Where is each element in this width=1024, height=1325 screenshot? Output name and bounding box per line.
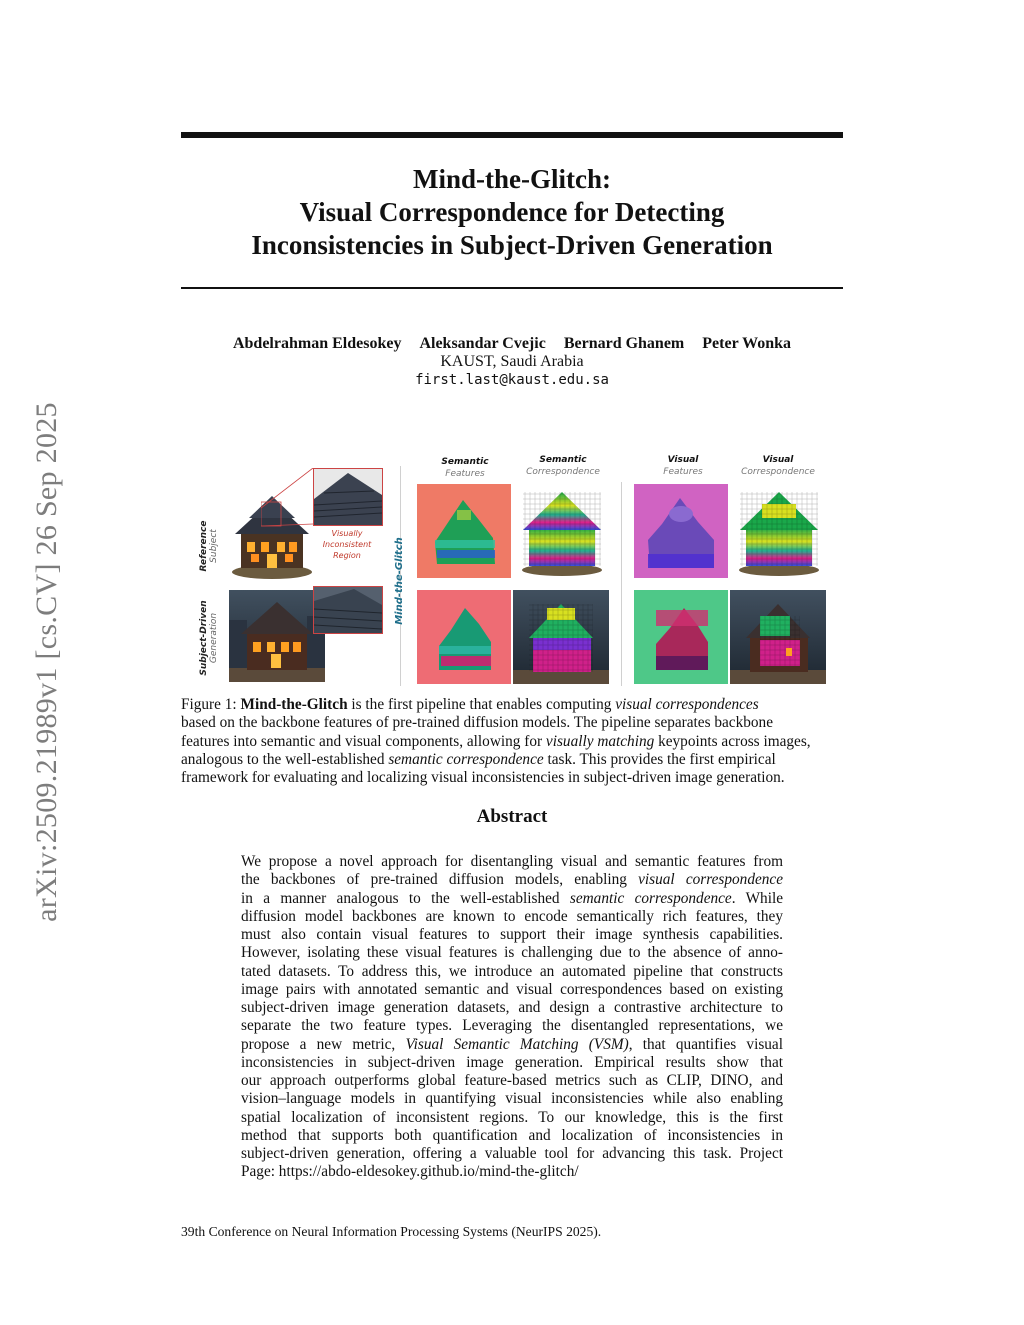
inset-label-line: Region	[333, 551, 361, 560]
abstract-text: in a manner analogous to the well-established	[241, 889, 570, 907]
caption-text: features into semantic and visual components, allowing for	[181, 732, 546, 750]
inset-label-line: Visually	[331, 529, 363, 538]
column-head-visual-features	[636, 454, 730, 478]
abstract-text: . While	[731, 889, 783, 907]
author-name: Bernard Ghanem	[563, 335, 685, 352]
author-name: Aleksandar Cvejic	[419, 335, 546, 352]
abstract-text: tated datasets. To address this, we introduce an automated pipeline that constructs	[241, 962, 783, 980]
abstract-line	[241, 871, 783, 889]
abstract-line	[241, 908, 783, 926]
generated-roof-inset	[313, 586, 383, 634]
affiliation: KAUST, Saudi Arabia	[440, 353, 584, 370]
column-head-semantic-correspondence	[513, 454, 613, 478]
author-name: Abdelrahman Eldesokey	[232, 335, 402, 352]
abstract-text: separate the two feature types. Leveraging the disentangled representations, we	[241, 1017, 783, 1035]
row-label-main: Subject-Driven	[199, 600, 209, 676]
abstract-text: subject-driven generation, offering a valuable tool for advancing this task. Project	[241, 1145, 783, 1162]
row-label-main: Reference	[199, 520, 209, 572]
column-head-main: Semantic	[441, 457, 489, 467]
caption-emphasis: semantic correspondence	[388, 750, 544, 768]
abstract-line	[241, 1036, 783, 1054]
row-label-generation	[199, 590, 219, 686]
abstract-text: subject-driven image generation datasets, and design a contrastive architecture to	[241, 999, 783, 1016]
abstract-heading: Abstract	[476, 806, 548, 827]
caption-text: is the first pipeline that enables computing	[351, 696, 616, 713]
caption-emphasis: visual correspondences	[615, 696, 759, 713]
abstract-line	[241, 1054, 783, 1072]
semantic-correspondence-reference	[515, 484, 609, 578]
abstract-text: However, isolating these visual features is challenging due to the absence of anno-	[241, 944, 783, 962]
column-head-semantic-features	[417, 456, 513, 480]
column-head-sub: Correspondence	[526, 467, 600, 477]
title-line: Inconsistencies in Subject-Driven Generation	[251, 230, 773, 260]
abstract-line	[241, 1090, 783, 1108]
caption-bold-name: Mind-the-Glitch	[240, 696, 348, 713]
abstract-line	[241, 1072, 783, 1090]
caption-emphasis: visually matching	[545, 732, 655, 750]
abstract-text: image pairs with annotated semantic and visual correspondences based on existing	[241, 980, 783, 998]
abstract-text: method that supports both quantification and localization of inconsistencies in	[241, 1126, 783, 1144]
semantic-features-generated	[417, 590, 511, 684]
abstract-emphasis: visual correspondence	[638, 871, 783, 889]
row-label-sub: Subject	[209, 529, 219, 563]
column-head-sub: Correspondence	[741, 467, 815, 477]
author-name: Peter Wonka	[702, 335, 792, 352]
reference-roof-inset	[313, 468, 383, 526]
abstract-line	[241, 1127, 783, 1145]
abstract-text: spatial localization of inconsistent regions. To our knowledge, this is the first	[241, 1108, 783, 1126]
caption-text: based on the backbone features of pre-trained diffusion models. The pipeline separates backbone	[181, 714, 773, 732]
abstract-text: propose a new metric,	[241, 1035, 406, 1053]
visual-correspondence-reference	[732, 484, 826, 578]
title-rule-bottom	[181, 287, 843, 289]
pipeline-label: Mind-the-Glitch	[394, 537, 405, 625]
figure-caption	[181, 696, 843, 787]
column-head-sub: Features	[445, 469, 485, 479]
column-head-main: Visual	[667, 455, 699, 465]
abstract-text: Page: https://abdo-eldesokey.github.io/mind-the-glitch/	[241, 1163, 579, 1181]
caption-label: Figure 1:	[181, 696, 237, 713]
abstract-line	[241, 890, 783, 908]
abstract-text: our approach outperforms global feature-based metrics such as CLIP, DINO, and	[241, 1072, 783, 1089]
column-head-main: Visual	[762, 455, 794, 465]
abstract-text: vision–language models in quantifying visual inconsistencies while also enabling	[241, 1090, 783, 1108]
abstract-line	[241, 1145, 783, 1163]
author-list	[181, 335, 843, 353]
abstract-text: inconsistencies in subject-driven image generation. Empirical results show that	[241, 1053, 783, 1071]
inconsistent-region-label	[313, 528, 381, 561]
caption-text: keypoints across images,	[654, 732, 811, 750]
arxiv-identifier: arXiv:2509.21989v1 [cs.CV] 26 Sep 2025	[30, 402, 63, 922]
abstract-line	[241, 963, 783, 981]
feature-group-separator	[621, 482, 622, 686]
abstract-text: must also contain visual features to support their image synthesis capabilities.	[241, 926, 783, 943]
title-rule-top	[181, 132, 843, 138]
abstract-text: diffusion model backbones are known to encode semantically rich features, they	[241, 907, 783, 925]
abstract-line	[241, 1163, 783, 1181]
zoom-connector-lines	[261, 468, 321, 648]
abstract-line	[241, 853, 783, 871]
abstract-line	[241, 944, 783, 962]
caption-text: framework for evaluating and localizing visual inconsistencies in subject-driven image generation.	[181, 769, 785, 787]
row-label-sub: Generation	[209, 612, 219, 664]
abstract-emphasis: Visual Semantic Matching (VSM)	[405, 1035, 629, 1053]
figure-1	[181, 452, 843, 687]
caption-text: task. This provides the first empirical	[543, 750, 776, 768]
conference-footnote: 39th Conference on Neural Information Processing Systems (NeurIPS 2025).	[181, 1224, 602, 1239]
abstract-text: We propose a novel approach for disentangling visual and semantic features from	[241, 853, 783, 870]
title-line: Mind-the-Glitch:	[413, 164, 611, 194]
column-head-sub: Features	[663, 467, 703, 477]
abstract-line	[241, 999, 783, 1017]
author-email: first.last@kaust.edu.sa	[415, 372, 609, 388]
title-line: Visual Correspondence for Detecting	[299, 197, 725, 227]
abstract-emphasis: semantic correspondence	[569, 889, 732, 907]
abstract-line	[241, 1017, 783, 1035]
visual-correspondence-generated	[730, 590, 826, 684]
abstract-line	[241, 981, 783, 999]
abstract-text: , that quantifies visual	[628, 1035, 783, 1053]
column-head-main: Semantic	[539, 455, 587, 465]
abstract-line	[241, 926, 783, 944]
semantic-features-reference	[417, 484, 511, 578]
visual-features-reference	[634, 484, 728, 578]
paper-title	[181, 163, 843, 262]
visual-features-generated	[634, 590, 728, 684]
column-head-visual-correspondence	[731, 454, 825, 478]
inset-label-line: Inconsistent	[322, 540, 372, 549]
abstract-text: the backbones of pre-trained diffusion models, enabling	[241, 871, 639, 889]
abstract-body	[241, 853, 783, 1182]
row-label-reference	[199, 500, 219, 592]
caption-text: analogous to the well-established	[181, 750, 389, 768]
abstract-line	[241, 1109, 783, 1127]
semantic-correspondence-generated	[513, 590, 609, 684]
